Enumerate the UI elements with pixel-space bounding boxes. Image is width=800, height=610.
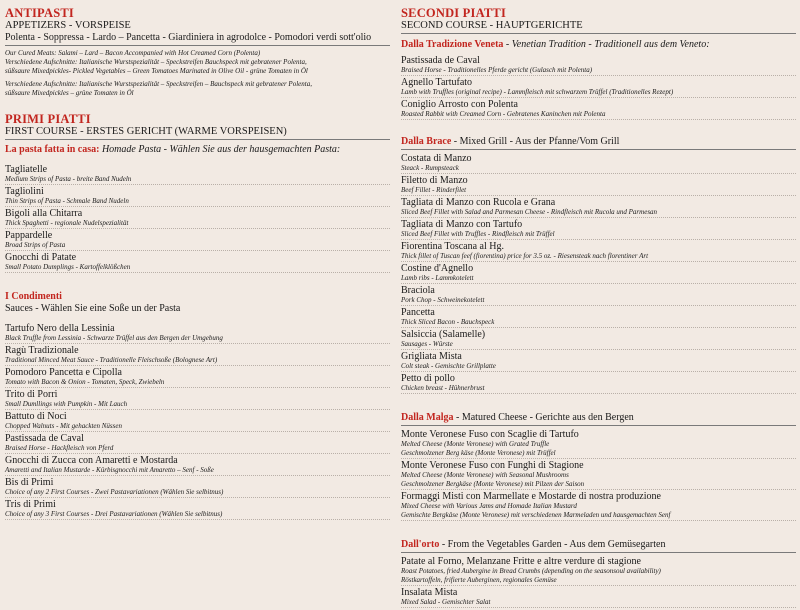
divider	[5, 139, 390, 140]
malga-header-text: - Matured Cheese - Gerichte aus den Bergen	[453, 412, 634, 423]
list-item: Grigliata Mista Colt steak - Gemischte Grillplatte	[401, 351, 796, 372]
list-item: Coniglio Arrosto con Polenta Roasted Rabbit with Creamed Corn - Gebratenes Kaninchen mit Polenta	[401, 99, 796, 120]
antipasti-desc-5: süßsaure Mixedpickles – grüne Tomaten in Öl	[5, 89, 134, 97]
pasta-header-red: La pasta fatta in casa:	[5, 144, 100, 155]
list-item: Costine d'Agnello Lamb ribs - Lammkotelett	[401, 263, 796, 284]
primi-title: PRIMI PIATTI	[5, 112, 91, 126]
list-item: Tagliolini Thin Strips of Pasta - Schmale Band Nudeln	[5, 186, 390, 207]
divider	[401, 33, 796, 34]
list-item: Monte Veronese Fuso con Funghi di Stagione Melted Cheese (Monte Veronese) with Seasonal Mushrooms Geschmolzener Bergkäse (Monte Veronese) mit Pilzen der Saison	[401, 460, 796, 490]
antipasti-desc-1: Our Cured Meats: Salami – Lard – Bacon Accompanied with Hot Creamed Corn (Polenta)	[5, 49, 261, 57]
list-item: Tagliata di Manzo con Rucola e Grana Sliced Beef Fillet with Salad and Parmesan Cheese - Rindfleisch mit Rucola und Parmesan	[401, 197, 796, 218]
secondi-title: SECONDI PIATTI	[401, 6, 507, 20]
brace-list	[401, 153, 796, 394]
pasta-header	[5, 143, 390, 156]
sauce-list	[5, 323, 390, 520]
veneta-header-red: Dalla Tradizione Veneta	[401, 39, 504, 50]
antipasti-desc-3: süßsaure Mixedpickles- Pickled Vegetables – Green Tomatoes Marinated in Olive Oil - grüne Tomaten in Öl	[5, 67, 308, 75]
list-item: Pappardelle Broad Strips of Pasta	[5, 230, 390, 251]
list-item: Insalata Mista Mixed Salad - Gemischter Salat	[401, 587, 796, 608]
list-item: Pancetta Thick Sliced Bacon - Bauchspeck	[401, 307, 796, 328]
list-item: Pastissada de Caval Braised Horse - Hackfleisch von Pferd	[5, 433, 390, 454]
veneta-header-text: - Venetian Tradition - Traditionell aus dem Veneto:	[503, 39, 710, 50]
right-column	[401, 6, 796, 609]
veneta-list	[401, 55, 796, 120]
malga-header-red: Dalla Malga	[401, 412, 454, 423]
antipasti-subtitle: APPETIZERS - VORSPEISE	[5, 20, 131, 31]
condimenti-subtitle: Sauces - Wählen Sie eine Soße un der Pasta	[5, 303, 181, 314]
antipasti-desc-4: Verschiedene Aufschnitte: Italianische Wurstspezialität – Speckstreifen – Bauchspeck mit gebratener Polenta,	[5, 80, 312, 88]
divider	[401, 425, 796, 426]
list-item: Tagliata di Manzo con Tartufo Sliced Beef Fillet with Truffles - Rindfleisch mit Trüffel	[401, 219, 796, 240]
list-item: Patate al Forno, Melanzane Fritte e altre verdure di stagione Roast Potatoes, fried Aubergine in Bread Crumbs (depending on the seasonsoul availability) Röstkartoffeln, frifierte Auberginen, regionales Gemüse	[401, 556, 796, 586]
list-item: Formaggi Misti con Marmellate e Mostarde di nostra produzione Mixed Cheese with Various Jams and Homade Italian Mustard Gemischte Bergkäse (Monte Veronese) mit verschiedenen Marmeladen und hausgemachten Senf	[401, 491, 796, 521]
primi-subtitle: FIRST COURSE - ERSTES GERICHT (WARME VORSPEISEN)	[5, 126, 287, 137]
list-item: Pomodoro Pancetta e Cipolla Tomato with Bacon & Onion - Tomaten, Speck, Zwiebeln	[5, 367, 390, 388]
divider	[5, 45, 390, 46]
secondi-subtitle: SECOND COURSE - HAUPTGERICHTE	[401, 20, 583, 31]
list-item: Tartufo Nero della Lessinia Black Truffle from Lessinia - Schwarze Trüffel aus den Bergen der Umgebung	[5, 323, 390, 344]
list-item: Agnello Tartufato Lamb with Truffles (original recipe) - Lammfleisch mit schwarzem Trüffel (Traditionelles Rezept)	[401, 77, 796, 98]
orto-header-text: - From the Vegetables Garden - Aus dem Gemüsegarten	[439, 539, 666, 550]
antipasti-desc-2: Verschiedene Aufschnitte: Italianische Wurstspezialität – Speckstreifen Bauchspeck mit gebratener Polenta,	[5, 58, 307, 66]
brace-header-text: - Mixed Grill - Aus der Pfanne/Vom Grill	[451, 136, 620, 147]
list-item: Bis di Primi Choice of any 2 First Courses - Zwei Pastavariationen (Wählen Sie selbitnus)	[5, 477, 390, 498]
list-item: Salsiccia (Salamelle) Sausages - Würste	[401, 329, 796, 350]
list-item: Ragù Tradizionale Traditional Minced Meat Sauce - Traditionelle Fleischsoße (Bolognese Art)	[5, 345, 390, 366]
pasta-header-text: Homade Pasta - Wählen Sie aus der hausgemachten Pasta:	[99, 144, 341, 155]
list-item: Trito di Porri Small Dumllings with Pumpkin - Mit Lauch	[5, 389, 390, 410]
antipasti-title: ANTIPASTI	[5, 6, 74, 20]
list-item: Petto di pollo Chicken breast - Hühnerbrust	[401, 373, 796, 394]
list-item: Filetto di Manzo Beef Fillet - Rinderfilet	[401, 175, 796, 196]
condimenti-header	[5, 290, 390, 303]
divider	[401, 552, 796, 553]
brace-header	[401, 135, 796, 148]
list-item: Pastissada de Caval Braised Horse - Traditionelles Pferde gericht (Gulasch mit Polenta)	[401, 55, 796, 76]
pasta-list	[5, 164, 390, 273]
list-item: Tris di Primi Choice of any 3 First Courses - Drei Pastavariationen (Wählen Sie selbitnus)	[5, 499, 390, 520]
list-item: Costata di Manzo Steack - Rumpsteack	[401, 153, 796, 174]
list-item: Fiorentina Toscana al Hg. Thick fillet of Tuscan feef (fiorentina) price for 3.5 oz. - Riesensteak nach florentiner Art	[401, 241, 796, 262]
left-column	[5, 6, 390, 521]
list-item: Bigoli alla Chitarra Thick Spaghetti - regionale Nudelspezialität	[5, 208, 390, 229]
orto-header	[401, 538, 796, 551]
list-item: Tagliatelle Medium Strips of Pasta - breite Band Nudeln	[5, 164, 390, 185]
list-item: Battuto di Noci Chopped Walnuts - Mit gehackten Nüssen	[5, 411, 390, 432]
antipasti-line: Polenta - Soppressa - Lardo – Pancetta - Giardiniera in agrodolce - Pomodori verdi sott'olio	[5, 32, 372, 43]
malga-header	[401, 411, 796, 424]
veneta-header	[401, 38, 796, 51]
list-item: Gnocchi di Patate Small Potato Dumplings - Kartoffelklößchen	[5, 252, 390, 273]
malga-list	[401, 429, 796, 521]
brace-header-red: Dalla Brace	[401, 136, 452, 147]
condimenti-title: I Condimenti	[5, 291, 62, 302]
orto-list	[401, 556, 796, 608]
orto-header-red: Dall'orto	[401, 539, 440, 550]
list-item: Monte Veronese Fuso con Scaglie di Tartufo Melted Cheese (Monte Veronese) with Grated Truffle Geschmolzener Berg käse (Monte Veronese) mit Trüffel	[401, 429, 796, 459]
divider	[401, 149, 796, 150]
list-item: Gnocchi di Zucca con Amaretti e Mostarda Amaretti and Italian Mustarde - Kürbisgnocchi mit Amaretto – Senf - Soße	[5, 455, 390, 476]
list-item: Braciola Pork Chop - Schweinekotelett	[401, 285, 796, 306]
